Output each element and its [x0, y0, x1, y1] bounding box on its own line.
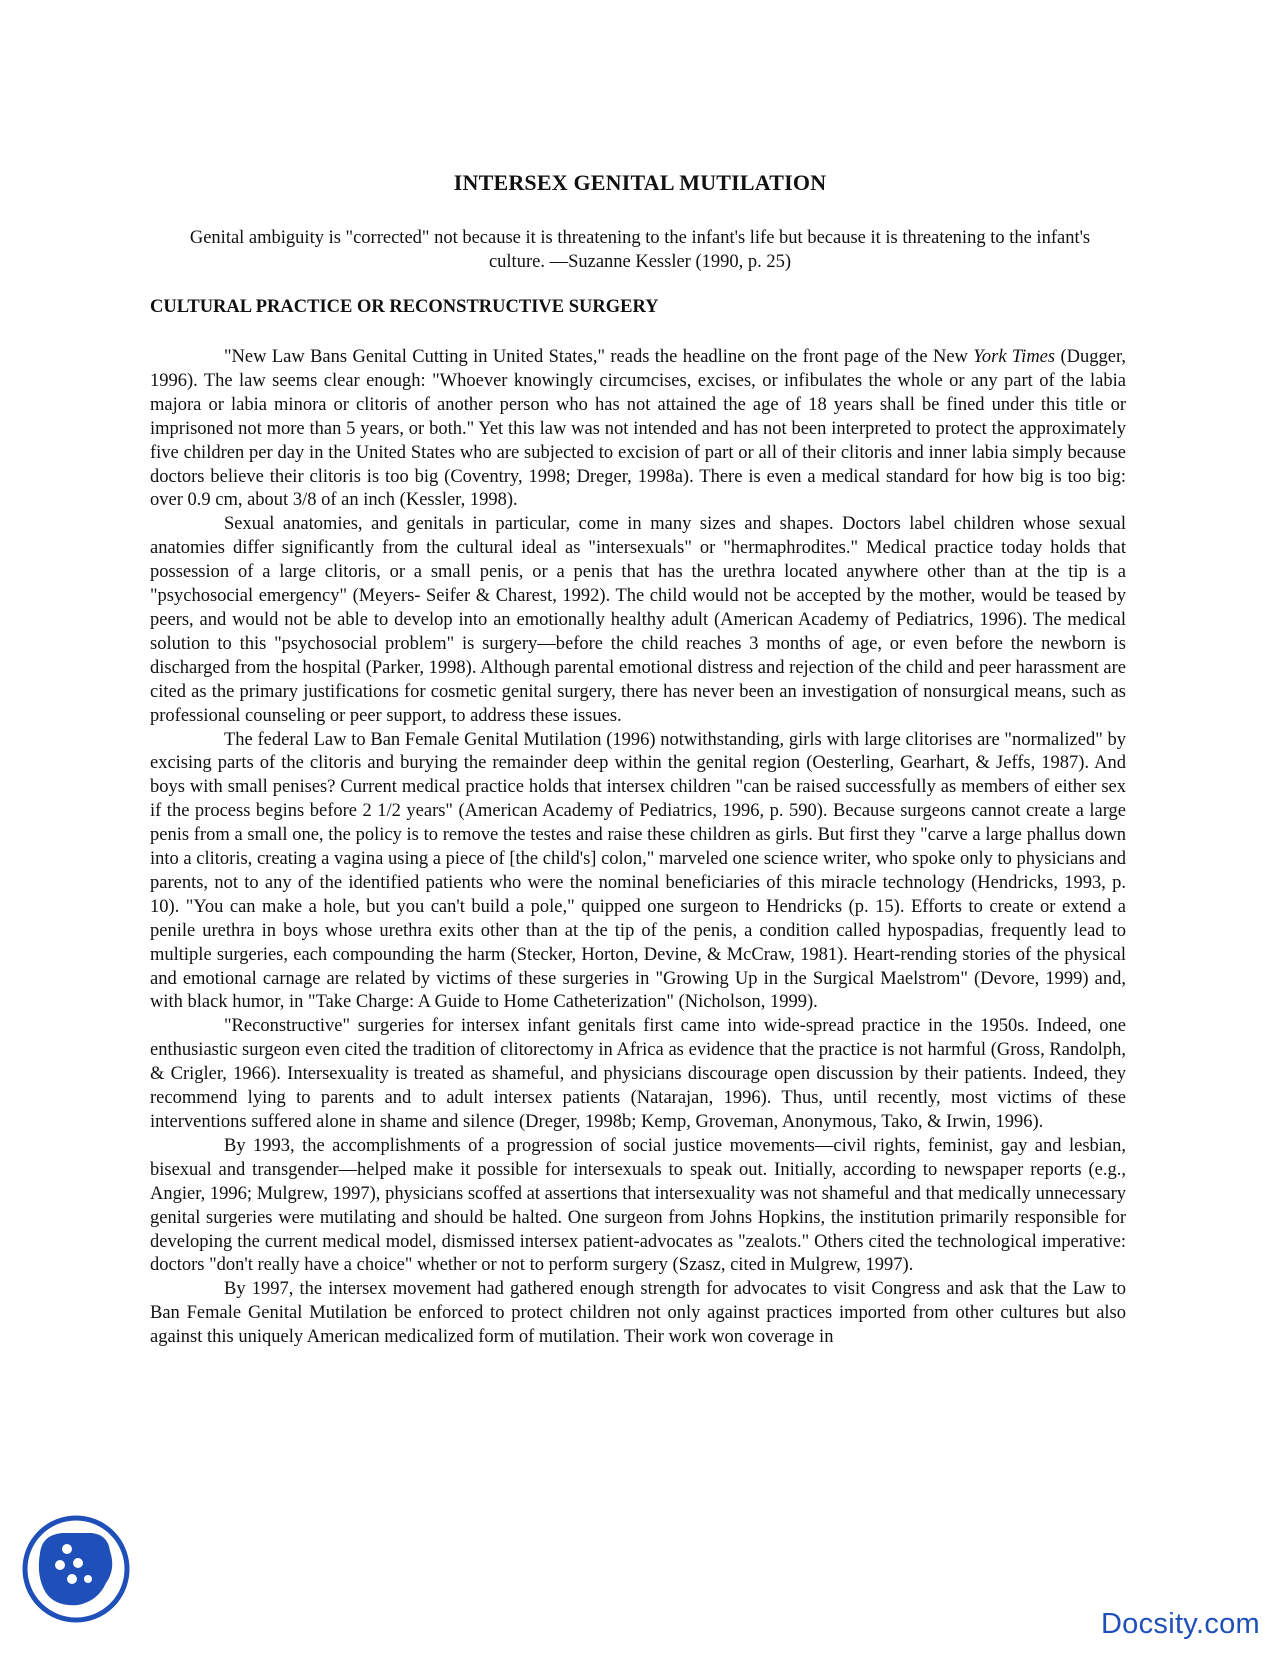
paragraph-6: By 1997, the intersex movement had gathered enough strength for advocates to visit Congress and ask that the Law to Ban Female Genital Mutilation be enforced to protect children not only against practices imported from other cultures but also against this uniquely American medicalized form of mutilation. Their work won coverage in [150, 1279, 1126, 1348]
docsity-watermark-link[interactable]: Docsity.com [1100, 1608, 1260, 1640]
paragraph-3: The federal Law to Ban Female Genital Mutilation (1996) notwithstanding, girls with large clitorises are "normalized" by excising parts of the clitoris and burying the remainder deep within the genital region (Oesterling, Gearhart, & Jeffs, 1987). And boys with small penises? Current medical practice holds that intersex children "can be raised successfully as members of either sex if the process begins before 2 1/2 years" (American Academy of Pediatrics, 1996, p. 590). Because surgeons cannot create a large penis from a small one, the policy is to remove the testes and raise these children as girls. But first they "carve a large phallus down into a clitoris, creating a vagina using a piece of [the child's] colon," marveled one science writer, who spoke only to physicians and parents, not to any of the identified patients who were the nominal beneficiaries of this miracle technology (Hendricks, 1993, p. 10). "You can make a hole, but you can't build a pole," quipped one surgeon to Hendricks (p. 15). Efforts to create or extend a penile urethra in boys whose urethra exits other than at the tip of the penis, a condition called hypospadias, frequently lead to multiple surgeries, each compounding the harm (Stecker, Horton, Devine, & McCraw, 1981). Heart-rending stories of the physical and emotional carnage are related by victims of these surgeries in "Growing Up in the Surgical Maelstrom" (Devore, 1999) and, with black humor, in "Take Charge: A Guide to Home Catheterization" (Nicholson, 1999). [150, 729, 1126, 1013]
docsity-logo-icon-svg [20, 1513, 132, 1625]
document-title: INTERSEX GENITAL MUTILATION [453, 170, 827, 195]
body-text [150, 346, 1126, 1350]
paragraph-1: "New Law Bans Genital Cutting in United States," reads the headline on the front page of the New York Times (Dugger, 1996). The law seems clear enough: "Whoever knowingly circumcises, excises, or infibulates the whole or any part of the labia majora or labia minora or clitoris of another person who has not attained the age of 18 years shall be fined under this title or imprisoned not more than 5 years, or both." Yet this law was not intended and has not been interpreted to protect the approximately five children per day in the United States who are subjected to excision of part or all of their clitoris and inner labia simply because doctors believe their clitoris is too big (Coventry, 1998; Dreger, 1998a). There is even a medical standard for how big is too big: over 0.9 cm, about 3/8 of an inch (Kessler, 1998). [150, 347, 1127, 511]
paragraph-4: "Reconstructive" surgeries for intersex infant genitals first came into wide-spread practice in the 1950s. Indeed, one enthusiastic surgeon even cited the tradition of clitorectomy in Africa as evidence that the practice is not harmful (Gross, Randolph, & Crigler, 1966). Intersexuality is treated as shameful, and physicians discourage open discussion by their patients. Indeed, they recommend lying to parents and to adult intersex patients (Natarajan, 1996). Thus, until recently, most victims of these interventions suffered alone in shame and silence (Dreger, 1998b; Kemp, Groveman, Anonymous, Tako, & Irwin, 1996). [150, 1016, 1126, 1132]
epigraph-quote: Genital ambiguity is "corrected" not because it is threatening to the infant's life but because it is threatening to the infant's culture. —Suzanne Kessler (1990, p. 25) [189, 228, 1091, 272]
docsity-logo-icon[interactable] [20, 1513, 132, 1625]
paragraph-2: Sexual anatomies, and genitals in particular, come in many sizes and shapes. Doctors label children whose sexual anatomies differ significantly from the cultural ideal as "intersexuals" or "hermaphrodites." Medical practice today holds that possession of a large clitoris, or a small penis, or a penis that has the urethra located anywhere other than at the tip is a "psychosocial emergency" (Meyers- Seifer & Charest, 1992). The child would not be accepted by the mother, would be teased by peers, and would not be able to develop into an emotionally healthy adult (American Academy of Pediatrics, 1996). The medical solution to this "psychosocial problem" is surgery—before the child reaches 3 months of age, or even before the newborn is discharged from the hospital (Parker, 1998). Although parental emotional distress and rejection of the child and peer harassment are cited as the primary justifications for cosmetic genital surgery, there has never been an investigation of nonsurgical means, such as professional counseling or peer support, to address these issues. [150, 514, 1126, 726]
paragraph-5: By 1993, the accomplishments of a progression of social justice movements—civil rights, feminist, gay and lesbian, bisexual and transgender—helped make it possible for intersexuals to speak out. Initially, according to newspaper reports (e.g., Angier, 1996; Mulgrew, 1997), physicians scoffed at assertions that intersexuality was not shameful and that medically unnecessary genital surgeries were mutilating and should be halted. One surgeon from Johns Hopkins, the institution primarily responsible for developing the current medical model, dismissed intersex patient-advocates as "zealots." Others cited the technological imperative: doctors "don't really have a choice" whether or not to perform surgery (Szasz, cited in Mulgrew, 1997). [150, 1135, 1126, 1276]
newspaper-title: York Times [973, 347, 1056, 367]
section-heading: CULTURAL PRACTICE OR RECONSTRUCTIVE SURGERY [150, 297, 659, 317]
